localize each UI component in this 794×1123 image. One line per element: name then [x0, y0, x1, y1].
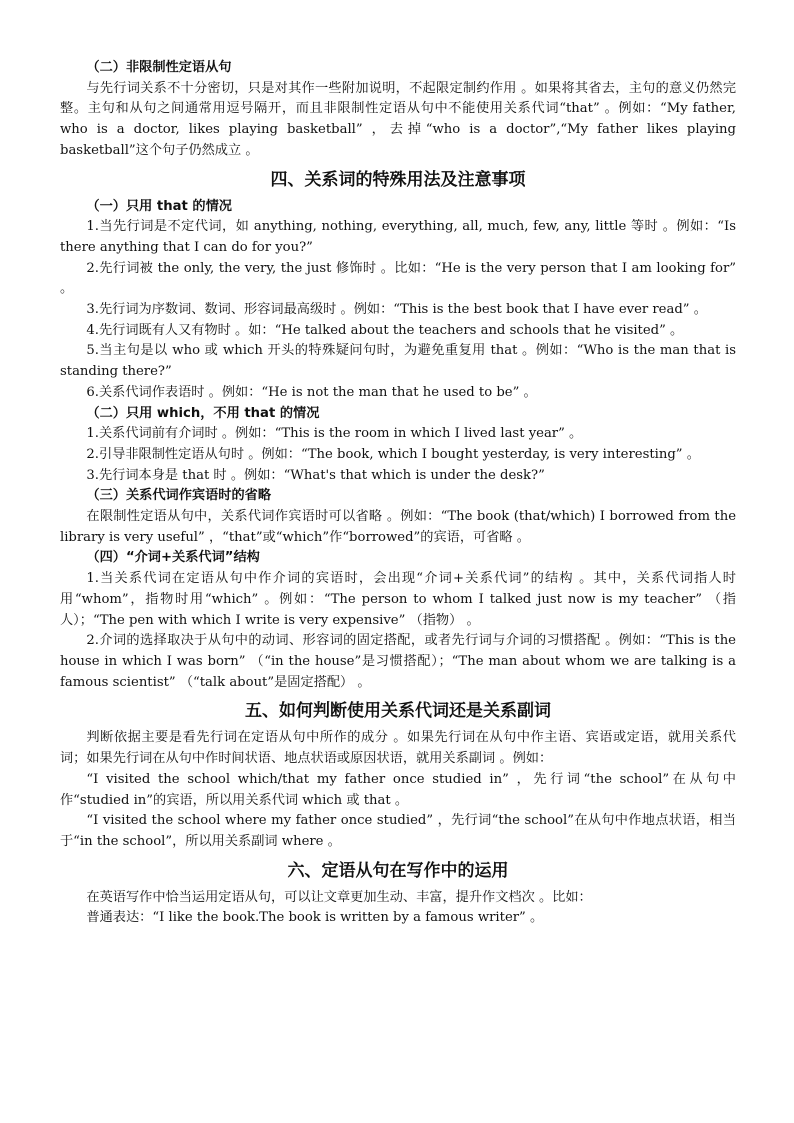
example-paragraph: “I visited the school which/that my father once studied in” ，先行词“the school”在从句中作“studied in”的宾语，所以用关系代词 which 或 that 。 [60, 771, 736, 808]
section-title-6: 六、定语从句在写作中的运用 [287, 860, 509, 881]
subheading-only-that: （一）只用 that 的情况 [86, 198, 232, 214]
list-item: 3.先行词为序数词、数词、形容词最高级时 。例如：“This is the best book that I have ever read” 。 [86, 302, 707, 318]
list-item: 3.先行词本身是 that 时 。例如：“What's that which is under the desk?” [86, 467, 545, 483]
paragraph: 在限制性定语从句中，关系代词作宾语时可以省略 。例如：“The book (that/which) I borrowed from the library is very useful” ，“that”或“which”作“borrowed”的宾语，可省略 。 [60, 509, 741, 545]
paragraph: 在英语写作中恰当运用定语从句，可以让文章更加生动、丰富，提升作文档次 。比如： [86, 889, 592, 905]
section-title-4: 四、关系词的特殊用法及注意事项 [270, 169, 526, 190]
list-item: 4.先行词既有人又有物时 。如：“He talked about the teachers and schools that he visited” 。 [86, 322, 684, 338]
list-item: 2.介词的选择取决于从句中的动词、形容词的固定搭配，或者先行词与介词的习惯搭配 。例如：“This is the house in which I was born” （“in the house”是习惯搭配）；“The man about whom we are talking is a famous scientist” （“talk about”是固定搭配） 。 [60, 633, 741, 690]
example-paragraph: “I visited the school where my father once studied” ，先行词“the school”在从句中作地点状语，相当于“in the school”，所以用关系副词 where 。 [60, 813, 736, 849]
list-item: 2.先行词被 the only, the very, the just 修饰时 。比如：“He is the very person that I am looking for” 。 [60, 260, 741, 297]
section-title-5: 五、如何判断使用关系代词还是关系副词 [245, 701, 551, 722]
subheading-omission: （三）关系代词作宾语时的省略 [86, 488, 272, 504]
list-item: 1.当关系代词在定语从句中作介词的宾语时，会出现“介词+关系代词”的结构 。其中，关系代词指人时用“whom”，指物时用“which” 。例如：“The person to whom I talked just now is my teacher” （指人）；“The pen with which I write is very expensive” （指物） 。 [60, 571, 736, 628]
paragraph: 与先行词关系不十分密切，只是对其作一些附加说明，不起限定制约作用 。如果将其省去，主句的意义仍然完整。主句和从句之间通常用逗号隔开，而且非限制性定语从句中不能使用关系代词“that” 。例如：“My father, who is a doctor, likes playing basketball” ，去掉“who is a doctor”,“My father likes playing basketball”这个句子仍然成立 。 [60, 80, 741, 158]
list-item: 1.关系代词前有介词时 。例如：“This is the room in which I lived last year” 。 [86, 426, 583, 442]
list-item: 1.当先行词是不定代词，如 anything, nothing, everything, all, much, few, any, little 等时 。例如：“Is there anything that I can do for you?” [60, 219, 741, 255]
list-item: 2.引导非限制性定语从句时 。例如：“The book, which I bought yesterday, is very interesting” 。 [86, 446, 700, 462]
list-item: 5.当主句是以 who 或 which 开头的特殊疑问句时，为避免重复用 that 。例如：“Who is the man that is standing there?” [60, 343, 741, 380]
document-page [60, 58, 741, 929]
paragraph: 普通表达：“I like the book.The book is written by a famous writer” 。 [86, 910, 544, 926]
subheading-nonrestrictive: （二）非限制性定语从句 [86, 60, 232, 75]
subheading-only-which: （二）只用 which，不用 that 的情况 [86, 405, 320, 421]
subheading-prep-relative: （四）“介词+关系代词”结构 [86, 550, 260, 566]
paragraph: 判断依据主要是看先行词在定语从句中所作的成分 。如果先行词在从句中作主语、宾语或定语，就用关系代词；如果先行词在从句中作时间状语、地点状语或原因状语，就用关系副词 。例如： [60, 730, 736, 767]
list-item: 6.关系代词作表语时 。例如：“He is not the man that he used to be” 。 [86, 384, 537, 400]
